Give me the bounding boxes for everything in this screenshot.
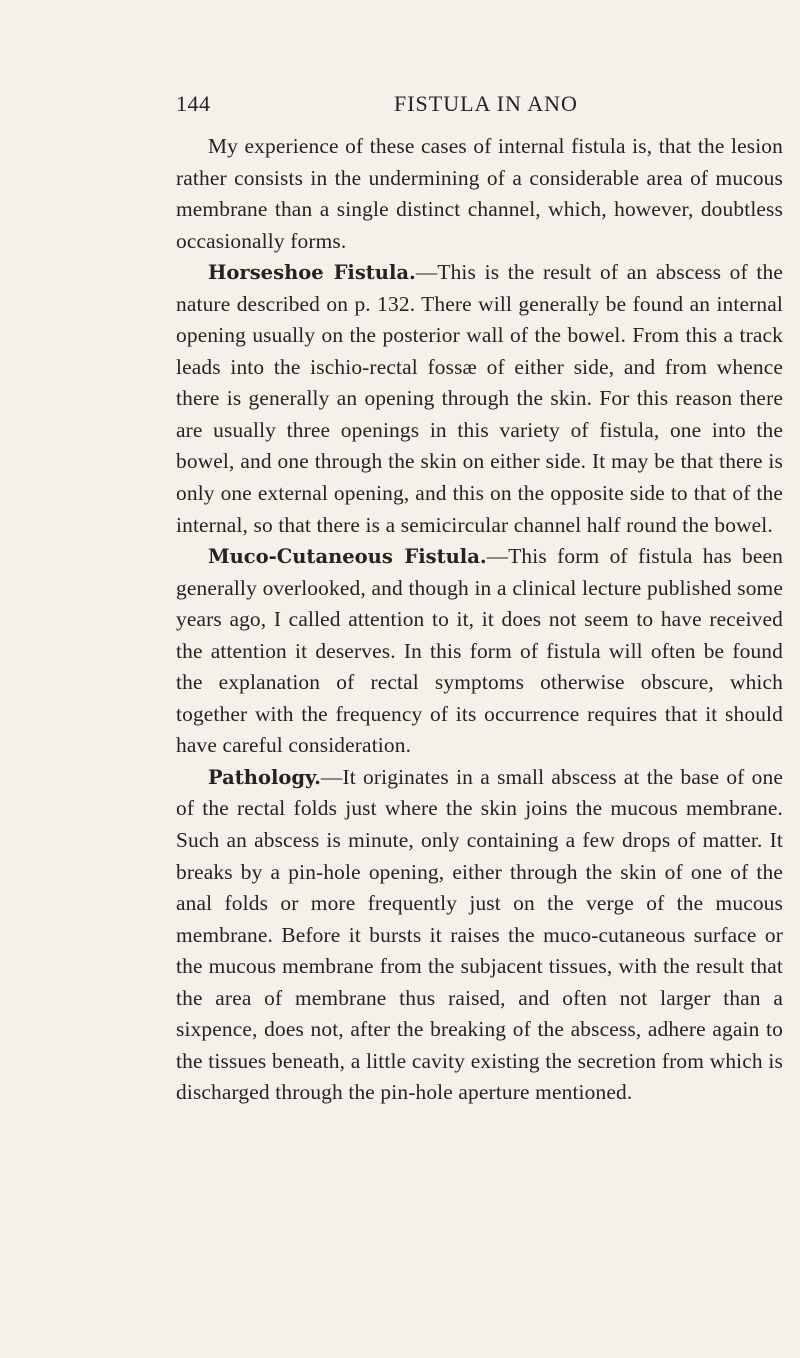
paragraph-pathology — [176, 762, 783, 1109]
paragraph-internal-fistula-experience — [176, 131, 783, 257]
paragraph-text: —This form of fistula has been generally overlooked, and though in a clinical lecture published some years ago, I called attention to it, it does not seem to have received the attention it deserves. In this form of fistula will often be found the explanation of rectal symptoms otherwise obscure, which together with the frequency of its occurrence requires that it should have careful consideration. — [176, 544, 784, 758]
running-head — [176, 91, 783, 123]
section-heading-muco-cutaneous-fistula: Muco-Cutaneous Fistula. — [208, 545, 487, 569]
section-heading-pathology: Pathology. — [208, 765, 321, 789]
section-heading-horseshoe-fistula: Horseshoe Fistula. — [208, 261, 416, 285]
paragraph-muco-cutaneous-fistula — [176, 541, 783, 762]
paragraph-horseshoe-fistula — [176, 257, 783, 541]
page-number: 144 — [176, 91, 211, 116]
paragraph-text: —It originates in a small abscess at the base of one of the rectal folds just where the skin joins the mucous membrane. Such an abscess is minute, only containing a few drops of matter. It breaks by a pin-hole opening, either through the skin of one of the anal folds or more frequently just on the verge of the mucous membrane. Before it bursts it raises the muco-cutaneous surface or the mucous membrane from the subjacent tissues, with the result that the area of membrane thus raised, and often not larger than a sixpence, does not, after the breaking of the abscess, adhere again to the tissues beneath, a little cavity existing the secretion from which is discharged through the pin-hole aperture mentioned. — [176, 764, 783, 1105]
paragraph-text: —This is the result of an abscess of the nature described on p. 132. There will generally be found an internal opening usually on the posterior wall of the bowel. From this a track leads into the ischio-rectal fossæ of either side, and from whence there is generally an opening through the skin. For this reason there are usually three openings in this variety of fistula, one into the bowel, and one through the skin on either side. It may be that there is only one external opening, and this on the opposite side to that of the internal, so that there is a semicircular channel half round the bowel. — [176, 260, 783, 537]
running-title: FISTULA IN ANO — [394, 91, 578, 116]
body-text — [176, 131, 783, 1109]
paragraph-text: My experience of these cases of internal fistula is, that the lesion rather consists in the undermining of a considerable area of mucous membrane than a single distinct channel, which, however, doubtless occasionally forms. — [176, 134, 783, 253]
